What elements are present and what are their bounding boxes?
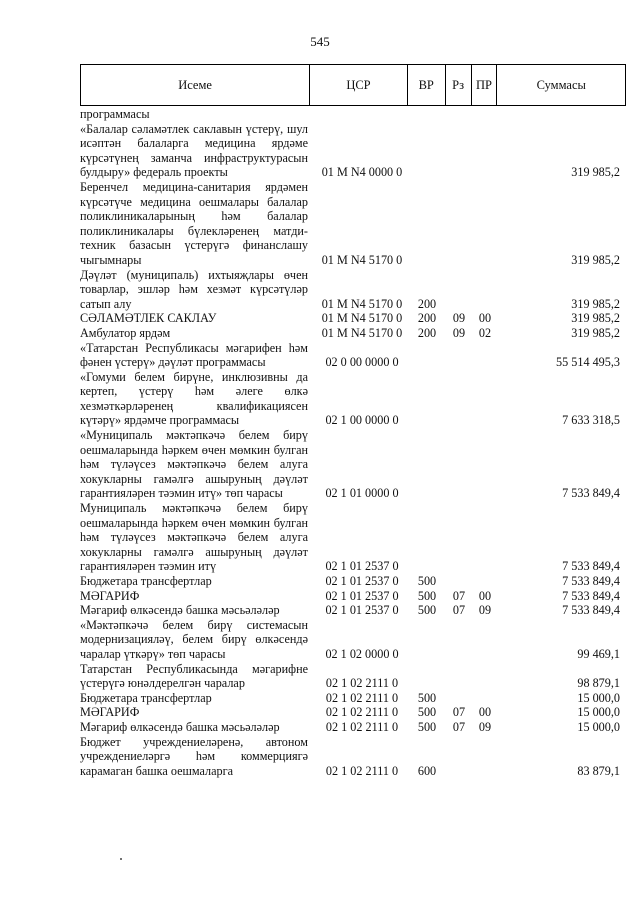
row-csr: 02 1 01 0000 0	[325, 486, 399, 501]
row-name: «Гомуми белем бирүне, инклюзивны да кертеп, үстерү һәм әлеге өлкә хезмәткәрләренең квалификациясен күтәрү» ярдәмче программасы	[80, 369, 308, 428]
row-sum: 7 533 849,4	[562, 574, 620, 588]
table-row	[80, 370, 626, 428]
row-name: Татарстан Республикасында мәгарифне үстерүгә юнәлдерелгән чаралар	[80, 661, 308, 691]
row-sum: 98 879,1	[577, 676, 620, 691]
table-row	[80, 574, 626, 589]
row-rz: 09	[452, 311, 466, 326]
row-name: Бюджетара трансфертлар	[80, 690, 212, 705]
row-sum: 15 000,0	[577, 690, 620, 705]
column-header-rz: Рз	[446, 65, 472, 105]
row-name: Беренчел медицина-санитария ярдәмен күрсәтүче медицина оешмалары балалар поликлиникаларының һәм балалар поликлиникалары бүлекләренең матди-техник базасын үстерүгә финанслашу чыгымнары	[80, 179, 308, 267]
row-vr: 500	[417, 690, 437, 705]
row-vr: 500	[417, 719, 437, 734]
table-row	[80, 603, 626, 618]
table-row	[80, 326, 626, 341]
row-csr: 02 1 02 2111 0	[325, 690, 399, 705]
row-csr: 01 М N4 5170 0	[321, 252, 403, 267]
column-header-csr: ЦСР	[310, 65, 408, 105]
row-sum: 319 985,2	[571, 311, 620, 326]
row-sum: 319 985,2	[571, 165, 620, 180]
row-csr: 02 1 02 2111 0	[325, 719, 399, 734]
table-row	[80, 428, 626, 501]
row-sum: 7 533 849,4	[562, 486, 620, 501]
row-pr: 09	[478, 603, 492, 618]
row-vr: 200	[417, 325, 437, 340]
table-body	[80, 107, 626, 778]
row-vr: 200	[417, 296, 437, 311]
row-rz: 07	[452, 588, 466, 603]
row-csr: 02 1 01 2537 0	[325, 559, 399, 574]
table-row	[80, 705, 626, 720]
row-vr: 600	[417, 763, 437, 778]
table-row	[80, 735, 626, 779]
table-row	[80, 268, 626, 312]
row-csr: 02 0 00 0000 0	[325, 355, 399, 370]
row-vr: 500	[417, 705, 437, 720]
row-csr: 01 М N4 5170 0	[321, 311, 403, 326]
row-name: «Муниципаль мәктәпкәчә белем бирү оешмаларында һәркем өчен мөмкин булган һәм түләүсез мәктәпкәчә белем алуга хокукларны гамәлгә ашыруның дәүләт гарантияләрен тәэмин итү» төп чарасы	[80, 428, 308, 501]
row-pr: 02	[478, 325, 492, 340]
row-csr: 02 1 02 2111 0	[325, 763, 399, 778]
row-vr: 500	[417, 588, 437, 603]
row-csr: 02 1 00 0000 0	[325, 413, 399, 428]
row-csr: 02 1 01 2537 0	[325, 574, 399, 588]
row-name: программасы	[80, 107, 150, 121]
table-row	[80, 501, 626, 574]
column-header-name: Исеме	[81, 65, 310, 105]
row-name: «Балалар сәламәтлек саклавын үстерү, шул исәптән балаларга медицина ярдәме күрсәтүнең заманча инфраструктурасын булдыру» федераль проекты	[80, 121, 308, 180]
row-pr: 00	[478, 311, 492, 326]
table-row	[80, 180, 626, 268]
row-rz: 07	[452, 603, 466, 618]
row-name: СӘЛАМӘТЛЕК САКЛАУ	[80, 311, 217, 326]
row-sum: 7 533 849,4	[562, 603, 620, 618]
row-csr: 01 М N4 5170 0	[321, 296, 403, 311]
row-pr: 00	[478, 588, 492, 603]
row-sum: 83 879,1	[577, 763, 620, 778]
row-rz: 07	[452, 705, 466, 720]
row-name: Бюджет учреждениеләренә, автоном учреждениеләргә һәм коммерциягә карамаган башка оешмаларга	[80, 734, 308, 778]
row-sum: 15 000,0	[577, 705, 620, 720]
row-sum: 55 514 495,3	[556, 355, 620, 370]
row-sum: 319 985,2	[571, 296, 620, 311]
row-name: Бюджетара трансфертлар	[80, 574, 212, 588]
row-name: Амбулатор ярдәм	[80, 325, 171, 340]
table-row	[80, 122, 626, 180]
row-csr: 02 1 01 2537 0	[325, 603, 399, 618]
row-name: Дәүләт (муниципаль) ихтыяҗлары өчен товарлар, эшләр һәм хезмәт күрсәтүләр сатып алу	[80, 267, 308, 311]
row-name: Муниципаль мәктәпкәчә белем бирү оешмаларында һәркем өчен мөмкин булган һәм түләүсез мәктәпкәчә белем алуга хокукларны гамәлгә ашыруның дәүләт гарантияләрен тәэмин итү	[80, 501, 308, 574]
column-header-vr: ВР	[408, 65, 446, 105]
table-row	[80, 618, 626, 662]
scan-mark	[120, 858, 122, 860]
column-header-pr: ПР	[472, 65, 498, 105]
row-csr: 02 1 02 0000 0	[325, 646, 399, 661]
row-csr: 02 1 02 2111 0	[325, 705, 399, 720]
table-row	[80, 311, 626, 326]
row-sum: 7 533 849,4	[562, 588, 620, 603]
row-sum: 7 533 849,4	[562, 559, 620, 574]
row-rz: 07	[452, 719, 466, 734]
table-row	[80, 691, 626, 706]
row-pr: 00	[478, 705, 492, 720]
row-sum: 15 000,0	[577, 719, 620, 734]
table-header	[80, 64, 626, 106]
table-row	[80, 589, 626, 604]
row-name: МӘГАРИФ	[80, 705, 140, 720]
table-row	[80, 662, 626, 691]
table-row	[80, 720, 626, 735]
row-vr: 500	[417, 603, 437, 618]
row-sum: 7 633 318,5	[562, 413, 620, 428]
row-name: Мәгариф өлкәсендә башка мәсьәләләр	[80, 603, 280, 618]
row-csr: 02 1 02 2111 0	[325, 676, 399, 691]
row-sum: 319 985,2	[571, 252, 620, 267]
table-row	[80, 107, 626, 122]
row-name: «Мәктәпкәчә белем бирү системасын модернизацияләү, белем бирү өлкәсендә чаралар үткәрү» төп чарасы	[80, 617, 308, 661]
page-number: 545	[310, 34, 330, 49]
row-csr: 01 М N4 5170 0	[321, 325, 403, 340]
row-name: МӘГАРИФ	[80, 588, 140, 603]
table-row	[80, 341, 626, 370]
row-csr: 02 1 01 2537 0	[325, 588, 399, 603]
column-header-sum: Суммасы	[536, 77, 586, 92]
row-name: «Татарстан Республикасы мәгарифен һәм фәнен үстерү» дәүләт программасы	[80, 340, 308, 370]
row-vr: 200	[417, 311, 437, 326]
row-rz: 09	[452, 325, 466, 340]
row-name: Мәгариф өлкәсендә башка мәсьәләләр	[80, 719, 280, 734]
row-pr: 09	[478, 719, 492, 734]
row-csr: 01 М N4 0000 0	[321, 165, 403, 180]
row-vr: 500	[417, 574, 437, 588]
row-sum: 99 469,1	[577, 646, 620, 661]
row-sum: 319 985,2	[571, 325, 620, 340]
